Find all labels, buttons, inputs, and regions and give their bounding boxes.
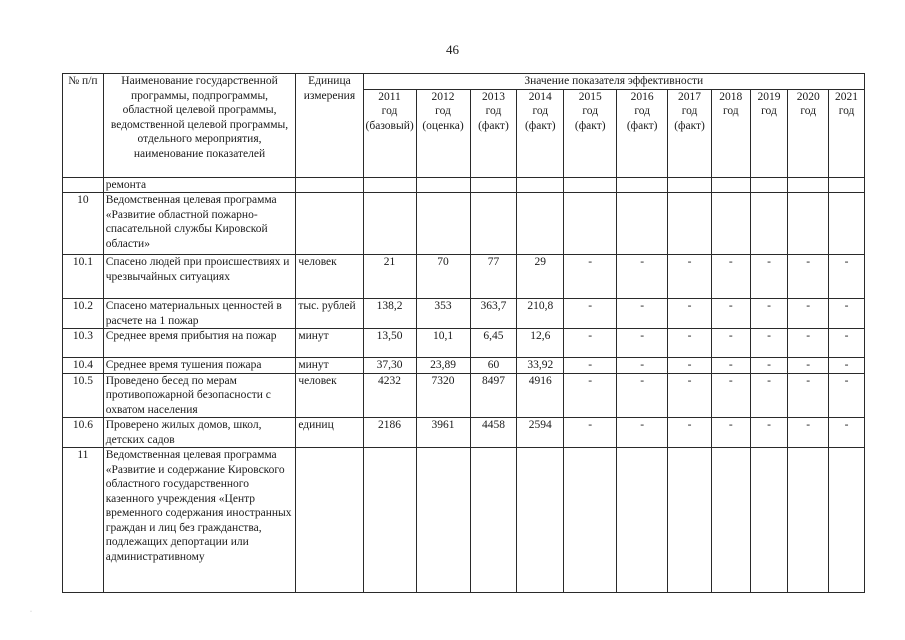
row-value: - — [788, 299, 829, 329]
row-value: - — [711, 418, 750, 448]
header-num: № п/п — [63, 74, 104, 178]
row-num — [63, 177, 104, 193]
table-row — [63, 299, 865, 329]
row-value — [564, 448, 617, 593]
row-value — [416, 177, 470, 193]
row-value — [750, 193, 788, 255]
row-unit: минут — [296, 329, 363, 358]
row-value — [711, 177, 750, 193]
table-body — [63, 177, 865, 593]
row-value: 37,30 — [363, 358, 416, 374]
header-year-label: 2012 — [431, 90, 455, 103]
row-value — [711, 193, 750, 255]
row-value — [829, 177, 865, 193]
row-value: - — [564, 418, 617, 448]
table-row — [63, 177, 865, 193]
table-row — [63, 329, 865, 358]
row-value: - — [788, 418, 829, 448]
header-year-note: год — [838, 105, 855, 117]
row-value: 77 — [470, 255, 517, 299]
row-num: 10.3 — [63, 329, 104, 358]
row-value: 138,2 — [363, 299, 416, 329]
row-value: - — [617, 358, 668, 374]
row-value — [668, 448, 712, 593]
row-value — [788, 448, 829, 593]
header-year-label: 2011 — [378, 90, 401, 103]
row-value — [416, 448, 470, 593]
row-value: 33,92 — [517, 358, 564, 374]
row-num: 11 — [63, 448, 104, 593]
row-value: - — [750, 418, 788, 448]
header-year-note: год — [761, 105, 777, 117]
row-value: 2186 — [363, 418, 416, 448]
row-value: - — [788, 329, 829, 358]
row-value — [788, 177, 829, 193]
row-value: - — [711, 358, 750, 374]
row-value: 13,50 — [363, 329, 416, 358]
row-value: - — [750, 358, 788, 374]
row-value: - — [750, 299, 788, 329]
row-value: - — [617, 373, 668, 418]
row-value: - — [711, 373, 750, 418]
row-value: - — [668, 418, 712, 448]
header-year-label: 2017 — [678, 90, 702, 103]
row-value: 4232 — [363, 373, 416, 418]
row-value: 8497 — [470, 373, 517, 418]
row-value — [564, 193, 617, 255]
row-value: - — [668, 373, 712, 418]
row-value: - — [668, 358, 712, 374]
row-value: - — [788, 255, 829, 299]
row-value: 10,1 — [416, 329, 470, 358]
header-year-2019 — [750, 89, 788, 177]
row-unit — [296, 448, 363, 593]
row-value: - — [788, 373, 829, 418]
page-number: 46 — [446, 42, 459, 57]
row-value: - — [750, 255, 788, 299]
row-value: - — [564, 329, 617, 358]
row-name: Ведомственная целевая программа «Развитие областной пожарно-спасательной службы Кировской области» — [103, 193, 296, 255]
row-num: 10.4 — [63, 358, 104, 374]
header-year-2018 — [711, 89, 750, 177]
row-value — [470, 448, 517, 593]
row-value — [617, 177, 668, 193]
header-year-2021 — [829, 89, 865, 177]
header-year-2011 — [363, 89, 416, 177]
row-value: 353 — [416, 299, 470, 329]
margin-mark: · — [30, 609, 32, 615]
header-name: Наименование государственной программы, подпрограммы, областной целевой программы, ведомственной целевой программы, отдельного мероприятия, наименование показателей — [103, 74, 296, 178]
row-value: 12,6 — [517, 329, 564, 358]
row-unit — [296, 177, 363, 193]
header-year-note: год (оценка) — [422, 105, 464, 132]
header-year-2014 — [517, 89, 564, 177]
header-year-note: год (факт) — [674, 105, 705, 132]
row-value — [363, 448, 416, 593]
row-value — [750, 177, 788, 193]
row-value — [363, 177, 416, 193]
row-unit — [296, 193, 363, 255]
header-year-note: год (факт) — [574, 105, 606, 132]
row-value: - — [617, 255, 668, 299]
header-year-label: 2016 — [630, 90, 654, 103]
row-num: 10.5 — [63, 373, 104, 418]
row-value: - — [829, 299, 865, 329]
row-value — [416, 193, 470, 255]
row-value: - — [668, 299, 712, 329]
row-value — [788, 193, 829, 255]
row-num: 10.6 — [63, 418, 104, 448]
row-value — [617, 193, 668, 255]
table-row — [63, 373, 865, 418]
row-value — [829, 193, 865, 255]
row-unit: минут — [296, 358, 363, 374]
table-row — [63, 448, 865, 593]
row-value: - — [711, 255, 750, 299]
row-value — [517, 448, 564, 593]
row-value — [668, 177, 712, 193]
row-value: - — [750, 329, 788, 358]
row-value: - — [564, 373, 617, 418]
row-value: 3961 — [416, 418, 470, 448]
header-year-note: год (факт) — [626, 105, 658, 132]
row-value: 21 — [363, 255, 416, 299]
header-year-2012 — [416, 89, 470, 177]
header-unit: Единица измерения — [296, 74, 363, 178]
header-year-label: 2020 — [796, 90, 820, 103]
header-year-label: 2019 — [757, 90, 781, 103]
row-unit: тыс. рублей — [296, 299, 363, 329]
header-year-label: 2014 — [528, 90, 552, 103]
header-year-2015 — [564, 89, 617, 177]
row-name: Спасено материальных ценностей в расчете на 1 пожар — [103, 299, 296, 329]
row-value: - — [617, 418, 668, 448]
row-name: ремонта — [103, 177, 296, 193]
row-value: 363,7 — [470, 299, 517, 329]
row-value: 23,89 — [416, 358, 470, 374]
row-value — [668, 193, 712, 255]
header-year-2017 — [668, 89, 712, 177]
header-year-2020 — [788, 89, 829, 177]
row-value: 6,45 — [470, 329, 517, 358]
row-name: Проведено бесед по мерам противопожарной безопасности с охватом населения — [103, 373, 296, 418]
indicators-table — [62, 73, 865, 593]
row-value: - — [711, 329, 750, 358]
row-value — [750, 448, 788, 593]
row-num: 10.1 — [63, 255, 104, 299]
row-num: 10.2 — [63, 299, 104, 329]
header-year-note: год (факт) — [478, 105, 509, 132]
table-header — [63, 74, 865, 178]
row-value: 7320 — [416, 373, 470, 418]
row-value: - — [829, 329, 865, 358]
row-value: 210,8 — [517, 299, 564, 329]
row-value — [363, 193, 416, 255]
header-year-note: год (факт) — [524, 105, 556, 132]
row-value: - — [617, 299, 668, 329]
row-value: 60 — [470, 358, 517, 374]
header-values: Значение показателя эффективности — [363, 74, 864, 90]
row-value: - — [668, 329, 712, 358]
row-name: Спасено людей при происшествиях и чрезвычайных ситуациях — [103, 255, 296, 299]
header-year-note: год (базовый) — [365, 105, 414, 132]
header-year-label: 2015 — [578, 90, 602, 103]
row-unit: человек — [296, 255, 363, 299]
row-value — [517, 193, 564, 255]
table-row — [63, 358, 865, 374]
header-year-2016 — [617, 89, 668, 177]
row-value — [470, 177, 517, 193]
row-unit: человек — [296, 373, 363, 418]
table-row — [63, 418, 865, 448]
row-value: - — [711, 299, 750, 329]
row-value: - — [564, 299, 617, 329]
row-value — [517, 177, 564, 193]
row-value: - — [564, 358, 617, 374]
row-value: 70 — [416, 255, 470, 299]
row-value: - — [750, 373, 788, 418]
row-value: 29 — [517, 255, 564, 299]
header-year-label: 2018 — [719, 90, 743, 103]
row-value: 4916 — [517, 373, 564, 418]
row-value: 2594 — [517, 418, 564, 448]
row-unit: единиц — [296, 418, 363, 448]
row-value: - — [829, 418, 865, 448]
row-name: Среднее время прибытия на пожар — [103, 329, 296, 358]
row-value: - — [829, 255, 865, 299]
row-value: - — [788, 358, 829, 374]
row-value — [711, 448, 750, 593]
row-name: Проверено жилых домов, школ, детских садов — [103, 418, 296, 448]
row-value: - — [564, 255, 617, 299]
row-value: - — [668, 255, 712, 299]
row-value: - — [617, 329, 668, 358]
row-value: - — [829, 373, 865, 418]
row-name: Среднее время тушения пожара — [103, 358, 296, 374]
row-value — [470, 193, 517, 255]
row-num: 10 — [63, 193, 104, 255]
row-value — [564, 177, 617, 193]
header-year-label: 2013 — [481, 90, 505, 103]
table-row — [63, 255, 865, 299]
row-value: - — [829, 358, 865, 374]
header-year-2013 — [470, 89, 517, 177]
table-row — [63, 193, 865, 255]
header-year-note: год — [722, 105, 739, 117]
header-year-note: год — [800, 105, 817, 117]
row-value — [829, 448, 865, 593]
row-name: Ведомственная целевая программа «Развитие и содержание Кировского областного государственного казенного учреждения «Центр временного содержания иностранных граждан и лиц без гражданства, подлежащих депортации или административному — [103, 448, 296, 593]
header-year-label: 2021 — [835, 90, 859, 103]
row-value: 4458 — [470, 418, 517, 448]
row-value — [617, 448, 668, 593]
